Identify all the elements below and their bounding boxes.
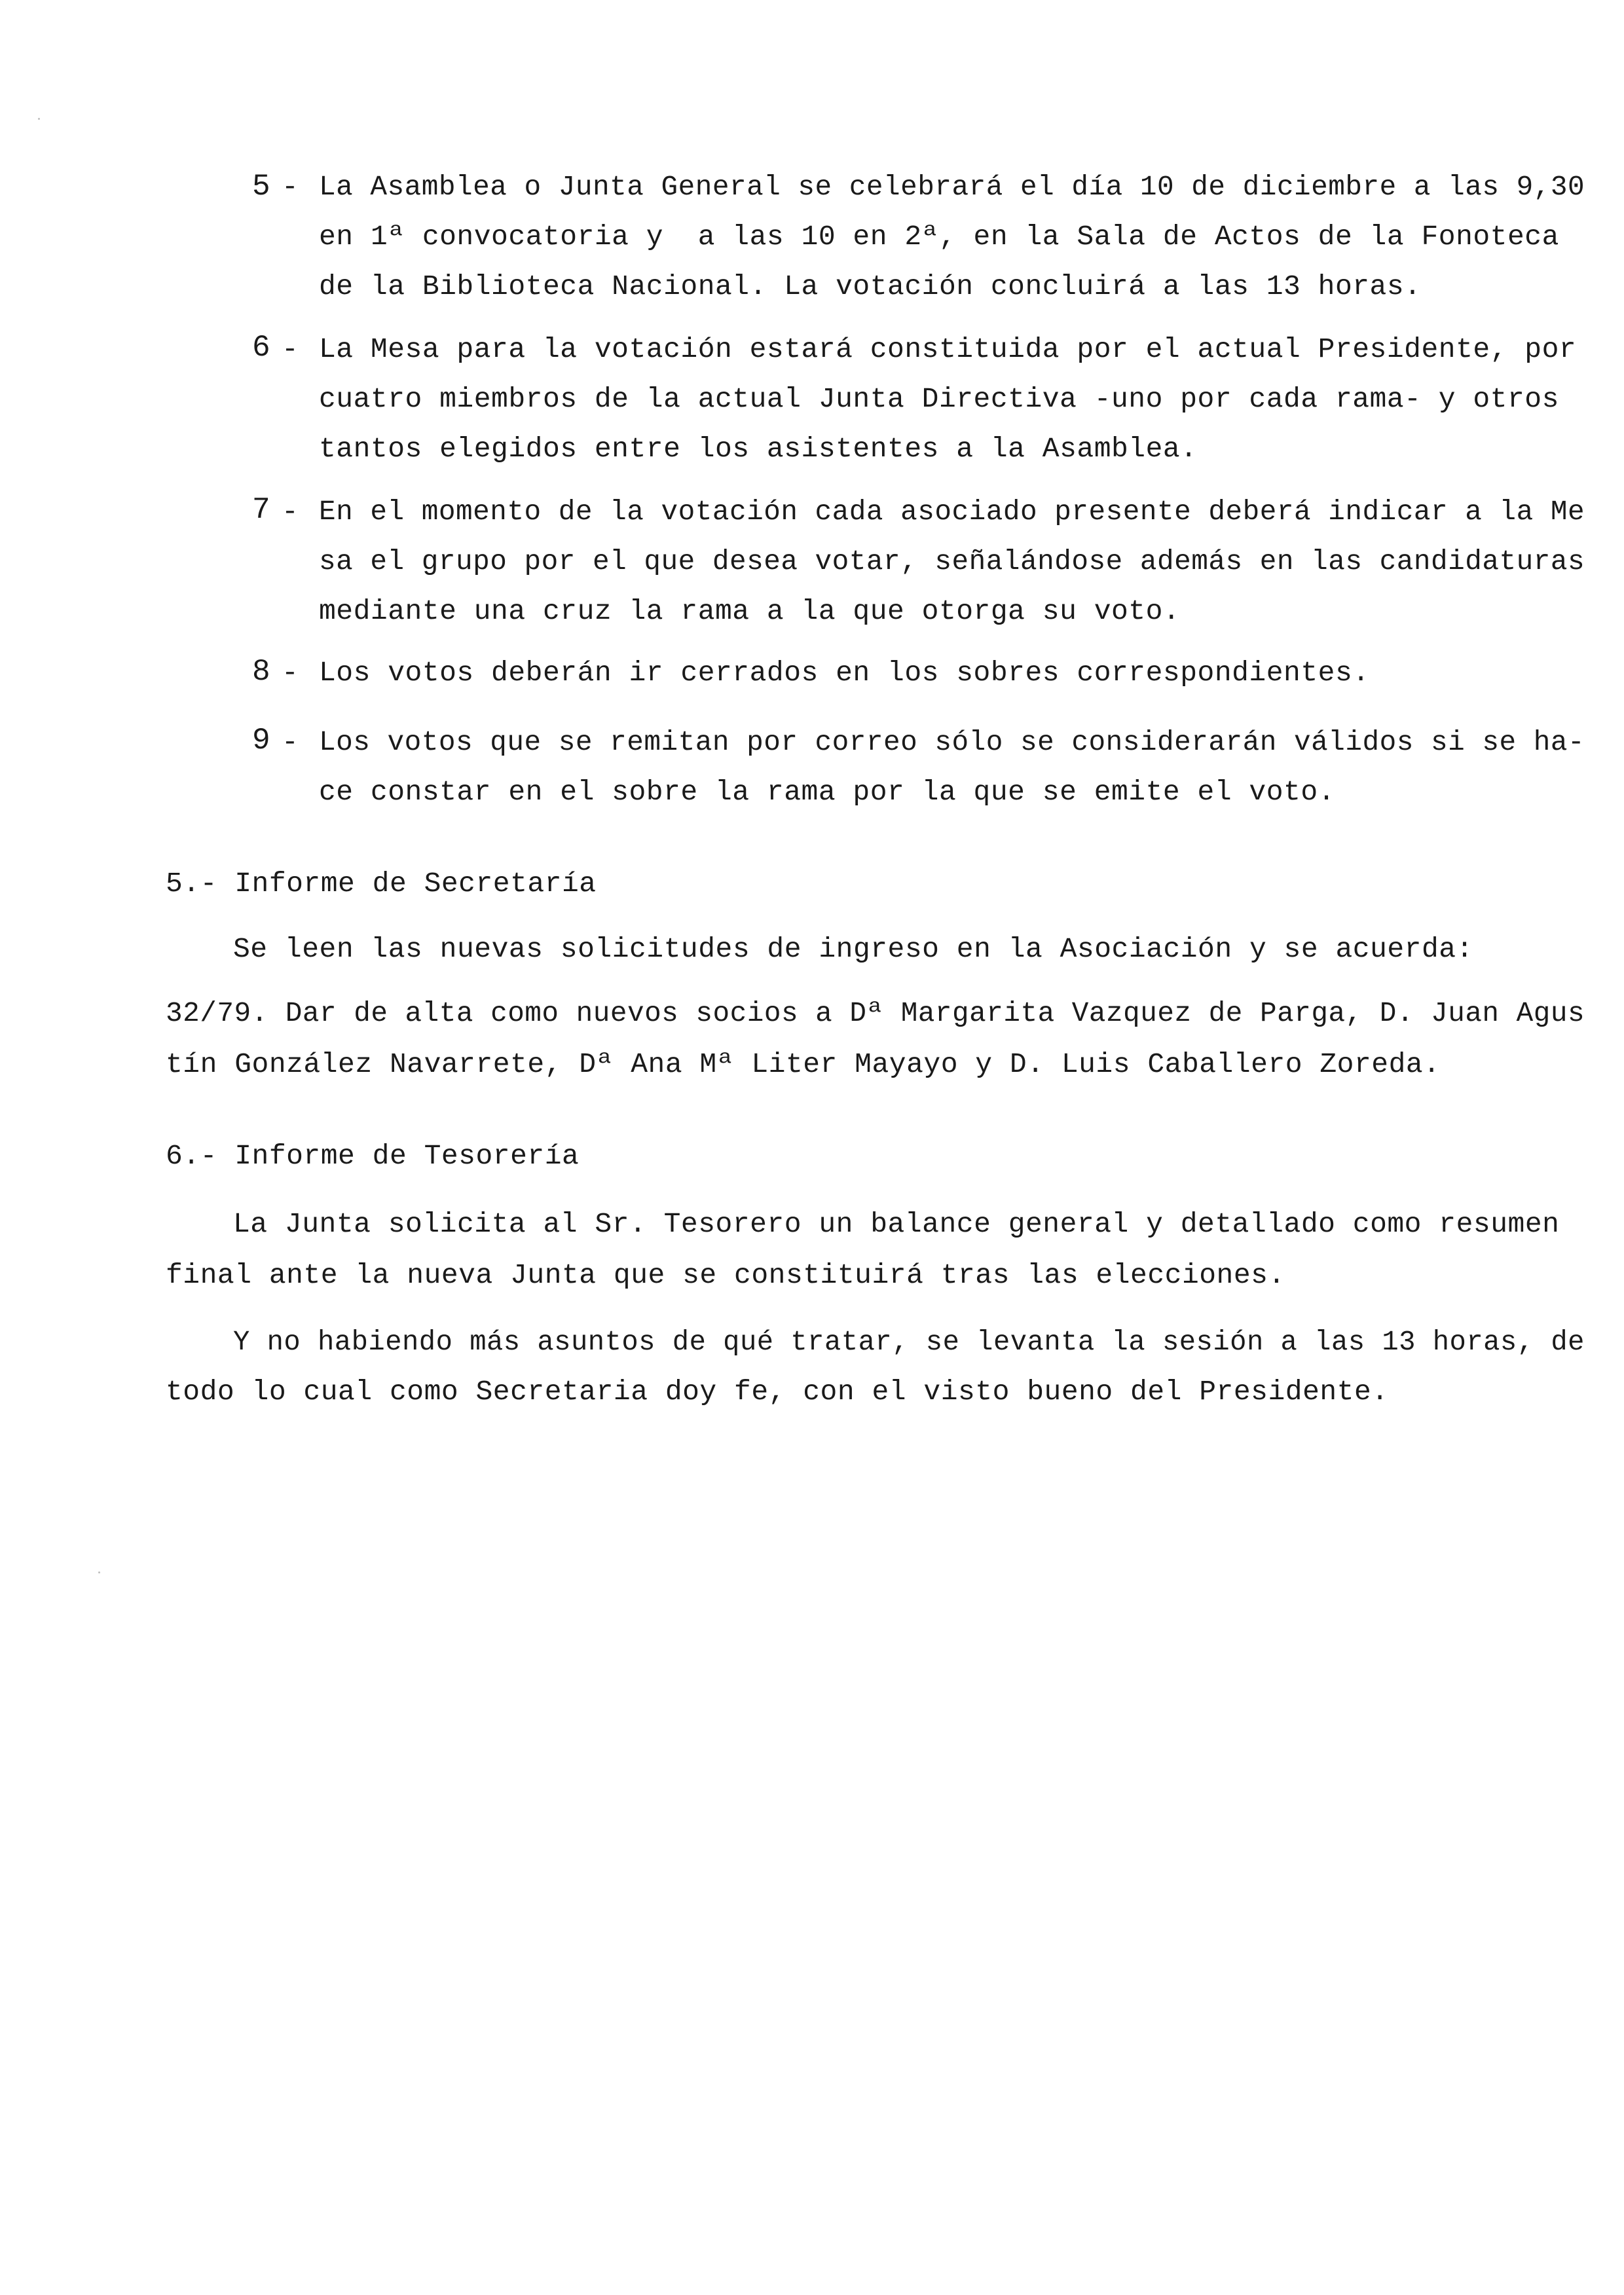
rule-text-line: Los votos que se remitan por correo sólo se considerarán válidos si se ha- — [319, 726, 1585, 758]
paragraph-line: La Junta solicita al Sr. Tesorero un balance general y detallado como resumen — [233, 1208, 1560, 1240]
resolution-line: 32/79. Dar de alta como nuevos socios a Dª Margarita Vazquez de Parga, D. Juan Agus — [166, 997, 1585, 1029]
rule-dash: - — [282, 726, 299, 758]
rule-number: 5 — [252, 170, 270, 204]
rule-dash: - — [282, 496, 299, 528]
rule-text-line: sa el grupo por el que desea votar, señalándose además en las candidaturas — [319, 545, 1585, 578]
rule-text-line: mediante una cruz la rama a la que otorga su voto. — [319, 595, 1181, 627]
rule-number: 8 — [252, 655, 270, 689]
paper-speck — [38, 118, 40, 120]
rule-dash: - — [282, 657, 299, 689]
resolution-line: tín González Navarrete, Dª Ana Mª Liter Mayayo y D. Luis Caballero Zoreda. — [166, 1048, 1441, 1080]
rule-text-line: tantos elegidos entre los asistentes a la Asamblea. — [319, 433, 1198, 465]
rule-text-line: En el momento de la votación cada asociado presente deberá indicar a la Me — [319, 496, 1585, 528]
closing-line: Y no habiendo más asuntos de qué tratar, se levanta la sesión a las 13 horas, de — [233, 1326, 1585, 1358]
paper-speck — [98, 1571, 100, 1573]
rule-number: 9 — [252, 724, 270, 758]
rule-text-line: Los votos deberán ir cerrados en los sobres correspondientes. — [319, 657, 1370, 689]
paragraph-line: final ante la nueva Junta que se constituirá tras las elecciones. — [166, 1259, 1285, 1291]
rule-text-line: en 1ª convocatoria y a las 10 en 2ª, en la Sala de Actos de la Fonoteca — [319, 221, 1559, 253]
rule-number: 6 — [252, 331, 270, 365]
rule-text-line: La Mesa para la votación estará constituida por el actual Presidente, por — [319, 333, 1577, 365]
rule-text-line: cuatro miembros de la actual Junta Directiva -uno por cada rama- y otros — [319, 383, 1559, 415]
rule-dash: - — [282, 171, 299, 203]
section-intro: Se leen las nuevas solicitudes de ingreso en la Asociación y se acuerda: — [233, 933, 1473, 965]
rule-number: 7 — [252, 493, 270, 527]
section-heading: 5.- Informe de Secretaría — [166, 868, 597, 900]
closing-line: todo lo cual como Secretaria doy fe, con el visto bueno del Presidente. — [166, 1376, 1389, 1408]
rule-dash: - — [282, 333, 299, 365]
section-heading: 6.- Informe de Tesorería — [166, 1140, 580, 1172]
rule-text-line: de la Biblioteca Nacional. La votación concluirá a las 13 horas. — [319, 270, 1422, 303]
rule-text-line: ce constar en el sobre la rama por la que se emite el voto. — [319, 776, 1335, 808]
rule-text-line: La Asamblea o Junta General se celebrará el día 10 de diciembre a las 9,30 — [319, 171, 1585, 203]
